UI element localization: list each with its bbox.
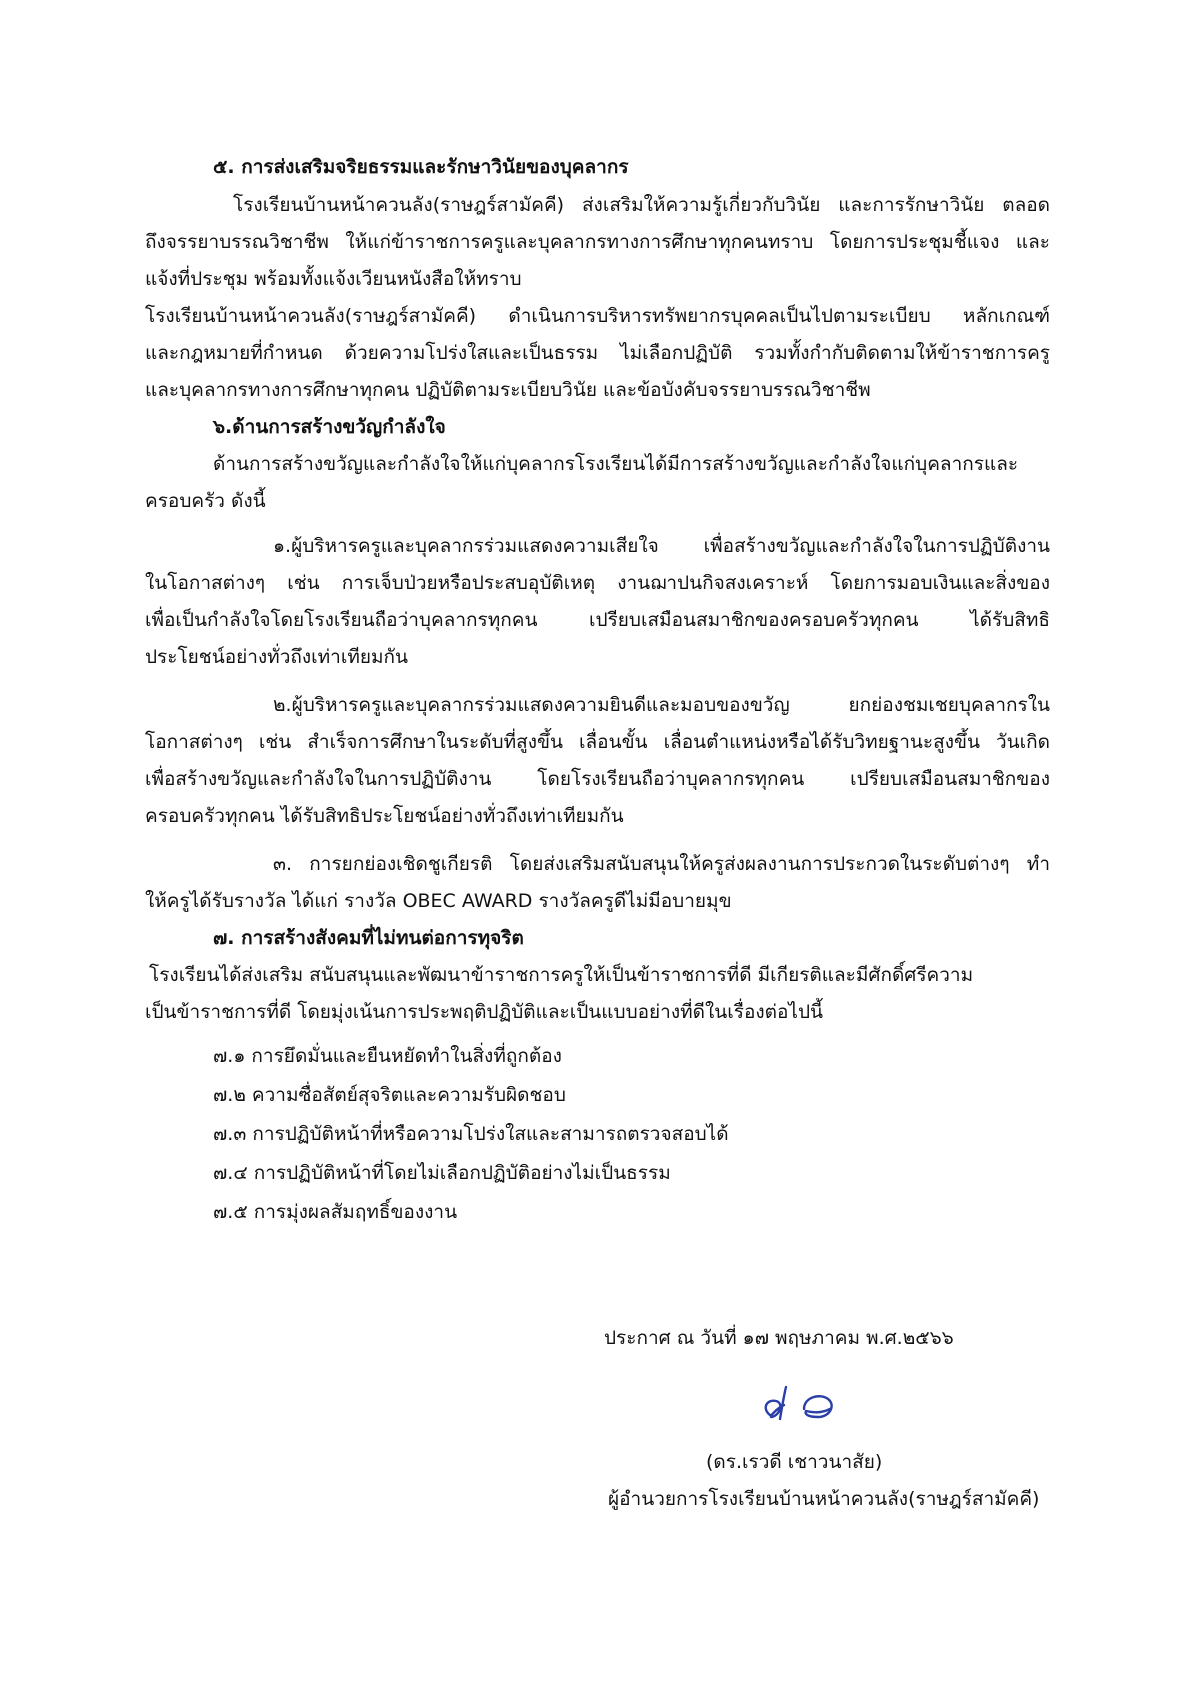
section-5-line-2: ถึงจรรยาบรรณวิชาชีพ ให้แก่ข้าราชการครูและบุคลากรทางการศึกษาทุกคนทราบ โดยการประชุมชี้แจง และ — [145, 231, 1050, 253]
section-6-item-2-line-3: เพื่อสร้างขวัญและกำลังใจในการปฏิบัติงาน โดยโรงเรียนถือว่าบุคลากรทุกคน เปรียบเสมือนสมาชิกของ — [145, 768, 1050, 790]
announcement-date: ประกาศ ณ วันที่ ๑๗ พฤษภาคม พ.ศ.๒๕๖๖ — [604, 1327, 954, 1349]
section-7-intro-1: โรงเรียนได้ส่งเสริม สนับสนุนและพัฒนาข้าราชการครูให้เป็นข้าราชการที่ดี มีเกียรติและมีศักดิ์ศรีความ — [149, 964, 974, 986]
section-5-line-5: และกฎหมายที่กำหนด ด้วยความโปร่งใสและเป็นธรรม ไม่เลือกปฏิบัติ รวมทั้งกำกับติดตามให้ข้าราชการครู — [145, 342, 1050, 364]
section-5-line-3: แจ้งที่ประชุม พร้อมทั้งแจ้งเวียนหนังสือให้ทราบ — [145, 268, 522, 290]
section-7-intro-2: เป็นข้าราชการที่ดี โดยมุ่งเน้นการประพฤติปฏิบัติและเป็นแบบอย่างที่ดีในเรื่องต่อไปนี้ — [145, 1001, 823, 1023]
section-5-heading: ๕. การส่งเสริมจริยธรรมและรักษาวินัยของบุคลากร — [213, 156, 629, 178]
section-7-item-1: ๗.๑ การยึดมั่นและยืนหยัดทำในสิ่งที่ถูกต้อง — [213, 1045, 562, 1067]
section-6-item-1-line-3: เพื่อเป็นกำลังใจโดยโรงเรียนถือว่าบุคลากรทุกคน เปรียบเสมือนสมาชิกของครอบครัวทุกคน ได้รับสิทธิ — [145, 609, 1050, 631]
section-6-item-1-line-4: ประโยชน์อย่างทั่วถึงเท่าเทียมกัน — [145, 646, 409, 668]
section-7-item-5: ๗.๕ การมุ่งผลสัมฤทธิ์ของงาน — [213, 1201, 458, 1223]
signer-name: (ดร.เรวดี เชาวนาสัย) — [706, 1451, 883, 1473]
section-6-heading: ๖.ด้านการสร้างขวัญกำลังใจ — [213, 416, 446, 438]
section-6-item-1-line-2: ในโอกาสต่างๆ เช่น การเจ็บป่วยหรือประสบอุบัติเหตุ งานฌาปนกิจสงเคราะห์ โดยการมอบเงินและสิ่งของ — [145, 572, 1050, 594]
section-6-item-3-line-1: ๓. การยกย่องเชิดชูเกียรติ โดยส่งเสริมสนับสนุนให้ครูส่งผลงานการประกวดในระดับต่างๆ ทำ — [273, 853, 1050, 875]
section-7-item-2: ๗.๒ ความซื่อสัตย์สุจริตและความรับผิดชอบ — [213, 1084, 566, 1106]
section-6-item-1-line-1: ๑.ผู้บริหารครูและบุคลากรร่วมแสดงความเสียใจ เพื่อสร้างขวัญและกำลังใจในการปฏิบัติงาน — [273, 535, 1050, 557]
section-5-line-6: และบุคลากรทางการศึกษาทุกคน ปฏิบัติตามระเบียบวินัย และข้อบังคับจรรยาบรรณวิชาชีพ — [145, 379, 871, 401]
section-5-line-4: โรงเรียนบ้านหน้าควนลัง(ราษฎร์สามัคคี) ดำเนินการบริหารทรัพยากรบุคคลเป็นไปตามระเบียบ หลักเกณฑ์ — [145, 305, 1050, 327]
section-7-heading: ๗. การสร้างสังคมที่ไม่ทนต่อการทุจริต — [213, 927, 524, 949]
section-7-item-4: ๗.๔ การปฏิบัติหน้าที่โดยไม่เลือกปฏิบัติอย่างไม่เป็นธรรม — [213, 1162, 671, 1184]
section-6-item-2-line-4: ครอบครัวทุกคน ได้รับสิทธิประโยชน์อย่างทั่วถึงเท่าเทียมกัน — [145, 805, 624, 827]
signer-title: ผู้อำนวยการโรงเรียนบ้านหน้าควนลัง(ราษฎร์สามัคคี) — [608, 1488, 1040, 1510]
signature-icon — [758, 1385, 848, 1430]
section-6-item-2-line-1: ๒.ผู้บริหารครูและบุคลากรร่วมแสดงความยินดีและมอบของขวัญ ยกย่องชมเชยบุคลากรใน — [273, 694, 1050, 716]
section-6-intro-2: ครอบครัว ดังนี้ — [145, 490, 266, 512]
section-6-intro-1: ด้านการสร้างขวัญและกำลังใจให้แก่บุคลากรโรงเรียนได้มีการสร้างขวัญและกำลังใจแก่บุคลากรและ — [213, 453, 1019, 475]
section-6-item-2-line-2: โอกาสต่างๆ เช่น สำเร็จการศึกษาในระดับที่สูงขึ้น เลื่อนขั้น เลื่อนตำแหน่งหรือได้รับวิทยฐานะสูงขึ้น วันเกิด — [145, 731, 1050, 753]
section-7-item-3: ๗.๓ การปฏิบัติหน้าที่หรือความโปร่งใสและสามารถตรวจสอบได้ — [213, 1123, 729, 1145]
section-5-line-1: โรงเรียนบ้านหน้าควนลัง(ราษฎร์สามัคคี) ส่งเสริมให้ความรู้เกี่ยวกับวินัย และการรักษาวินัย ตลอด — [233, 194, 1050, 216]
section-6-item-3-line-2: ให้ครูได้รับรางวัล ได้แก่ รางวัล OBEC AWARD รางวัลครูดีไม่มีอบายมุข — [145, 890, 732, 912]
